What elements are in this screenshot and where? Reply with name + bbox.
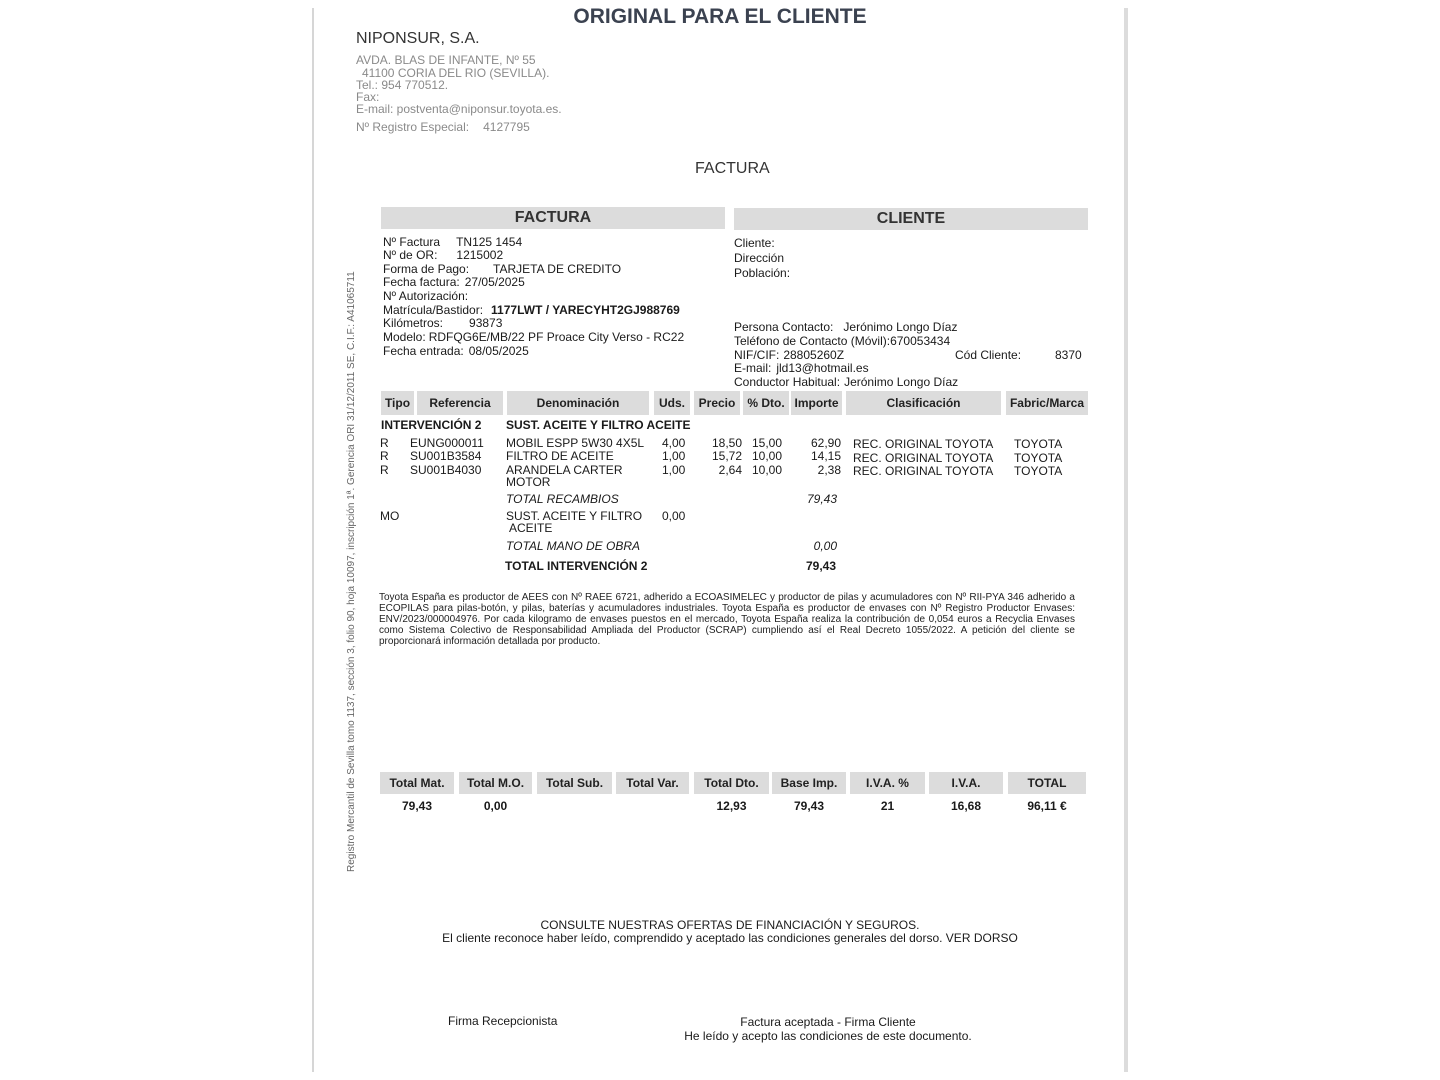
col-importe: Importe: [791, 391, 842, 415]
cliente-band: CLIENTE: [734, 208, 1088, 230]
persona-contacto: [734, 321, 957, 335]
row-precio: 18,50: [711, 436, 742, 450]
total-recambios-label: TOTAL RECAMBIOS: [506, 492, 619, 506]
cod-cliente-label: Cód Cliente:: [955, 348, 1022, 362]
row-tipo: R: [380, 436, 389, 450]
or-value: 1215002: [456, 248, 504, 262]
totals-header-iva-pct: I.V.A. %: [850, 772, 925, 794]
totals-header-var: Total Var.: [616, 772, 689, 794]
totals-value-base: 79,43: [793, 799, 825, 813]
email-value: jld13@hotmail.es: [776, 361, 869, 375]
row-dto: 15,00: [751, 436, 782, 450]
or-label: Nº de OR:: [383, 248, 438, 262]
footer-condiciones: El cliente reconoce haber leído, comprendido y aceptado las condiciones generales del dorso. VER DORSO: [442, 931, 1018, 945]
modelo: [383, 331, 684, 345]
totals-header-mo: Total M.O.: [459, 772, 532, 794]
row-dto: 10,00: [751, 463, 782, 477]
row-denominacion: ARANDELA CARTER: [506, 463, 623, 477]
col-uds: Uds.: [654, 391, 690, 415]
firma-recepcionista: Firma Recepcionista: [448, 1014, 558, 1028]
direccion-label: Dirección: [734, 251, 785, 265]
col-dto: % Dto.: [743, 391, 789, 415]
factura-band: FACTURA: [381, 207, 725, 229]
row-referencia: SU001B3584: [410, 449, 482, 463]
factura-number-value: TN125 1454: [456, 235, 523, 249]
page-edge-left: [312, 8, 314, 1072]
row-fabric: TOYOTA: [1014, 437, 1063, 451]
kilometros: [383, 317, 502, 331]
col-denominacion: Denominación: [507, 391, 649, 415]
client-email: [734, 362, 869, 376]
row-dto: 10,00: [751, 449, 782, 463]
document-title: ORIGINAL PARA EL CLIENTE: [573, 5, 867, 28]
col-referencia: Referencia: [417, 391, 503, 415]
cod-cliente-value: 8370: [1055, 348, 1082, 362]
col-precio: Precio: [694, 391, 740, 415]
intervencion-desc: SUST. ACEITE Y FILTRO ACEITE: [506, 418, 691, 432]
contacto-value: Jerónimo Longo Díaz: [843, 320, 958, 334]
telefono-value: 670053434: [890, 334, 951, 348]
totals-value-total: 96,11 €: [1027, 799, 1067, 813]
conductor-value: Jerónimo Longo Díaz: [844, 375, 959, 389]
email-label: E-mail:: [734, 361, 772, 375]
company-address-line: AVDA. BLAS DE INFANTE, Nº 55: [356, 53, 536, 67]
modelo-value: RDFQG6E/MB/22 PF Proace City Verso - RC22: [428, 330, 685, 344]
row-denominacion: MOBIL ESPP 5W30 4X5L: [506, 436, 645, 450]
row-denominacion: FILTRO DE ACEITE: [506, 449, 614, 463]
telefono-contacto: [734, 335, 950, 349]
legal-notice: Toyota España es productor de AEES con Nº RAEE 6721, adherido a ECOASIMELEC y productor de pilas y acumuladores con Nº RII-PYA 346 adherido a ECOPILAS para pilas-botón, y pilas, baterías y acumuladores industriales. Toyota España es productor de envases con Nº Registro Productor Envases: ENV/2023/000004976. Por cada kilogramo de envases puestos en el mercado, Toyota España realiza la contribución de 0,054 euros a Recyclia Envases como Sistema Colectivo de Responsabilidad Ampliada del Productor (SCRAP) cumpliendo así el Real Decreto 1055/2022. A petición del cliente se proporcionará información detallada por producto.: [379, 592, 1075, 647]
registro-especial: [356, 120, 530, 134]
km-label: Kilómetros:: [383, 316, 444, 330]
registro-label: Nº Registro Especial:: [356, 120, 470, 134]
fecha-value: 27/05/2025: [464, 275, 525, 289]
km-value: 93873: [469, 316, 503, 330]
company-address-line: 41100 CORIA DEL RIO (SEVILLA).: [362, 66, 550, 80]
telefono-label: Teléfono de Contacto (Móvil):: [734, 334, 891, 348]
factura-heading: FACTURA: [695, 160, 770, 177]
row-precio: 2,64: [718, 463, 742, 477]
conductor-habitual: [734, 376, 958, 390]
company-phone: Tel.: 954 770512.: [356, 78, 449, 92]
pago-value: TARJETA DE CREDITO: [493, 262, 622, 276]
row-uds: 1,00: [662, 463, 686, 477]
page-edge-right: [1124, 8, 1128, 1072]
col-fabric-marca: Fabric/Marca: [1006, 391, 1088, 415]
row-uds: 4,00: [662, 436, 686, 450]
side-registry-text: Registro Mercantil de Sevilla tomo 1137, sección 3, folio 90, hoja 10097, inscripción 1ª. Gerencia ORI 31/12/2011 SE, C.I.F.: A41065711: [346, 271, 357, 872]
totals-header-total: TOTAL: [1008, 772, 1086, 794]
poblacion-label: Población:: [734, 266, 791, 280]
row-clasificacion: REC. ORIGINAL TOYOTA: [853, 451, 994, 465]
nif-value: 28805260Z: [783, 348, 845, 362]
autorizacion-label: Nº Autorización:: [383, 289, 469, 303]
total-recambios-value: 79,43: [806, 492, 837, 506]
entrada-value: 08/05/2025: [468, 344, 529, 358]
firma-cliente-acepto: He leído y acepto las condiciones de este documento.: [684, 1029, 972, 1043]
row-clasificacion: REC. ORIGINAL TOYOTA: [853, 464, 994, 478]
row-importe: 2,38: [817, 463, 841, 477]
entrada-label: Fecha entrada:: [383, 344, 464, 358]
total-intervencion-value: 79,43: [805, 559, 836, 573]
mo-denominacion: SUST. ACEITE Y FILTRO: [506, 509, 643, 523]
row-uds: 1,00: [662, 449, 686, 463]
row-fabric: TOYOTA: [1014, 464, 1063, 478]
totals-header-iva: I.V.A.: [929, 772, 1003, 794]
conductor-label: Conductor Habitual:: [734, 375, 841, 389]
row-clasificacion: REC. ORIGINAL TOYOTA: [853, 437, 994, 451]
total-intervencion-label: TOTAL INTERVENCIÓN 2: [505, 559, 648, 573]
mo-uds: 0,00: [662, 509, 686, 523]
totals-value-iva: 16,68: [950, 799, 982, 813]
registro-value: 4127795: [483, 120, 530, 134]
company-email: E-mail: postventa@niponsur.toyota.es.: [356, 102, 562, 116]
contacto-label: Persona Contacto:: [734, 320, 834, 334]
row-precio: 15,72: [711, 449, 742, 463]
totals-header-mat: Total Mat.: [380, 772, 454, 794]
totals-header-dto: Total Dto.: [694, 772, 769, 794]
company-name: NIPONSUR, S.A.: [356, 30, 480, 47]
intervencion-label: INTERVENCIÓN 2: [381, 418, 482, 432]
footer-financiacion: CONSULTE NUESTRAS OFERTAS DE FINANCIACIÓN Y SEGUROS.: [540, 918, 920, 932]
fecha-entrada: [383, 345, 529, 359]
row-referencia: EUNG000011: [410, 436, 484, 450]
mo-tipo: MO: [380, 509, 400, 523]
row-importe: 62,90: [810, 436, 841, 450]
firma-cliente: Factura aceptada - Firma Cliente: [740, 1015, 916, 1029]
mo-denominacion-cont: ACEITE: [509, 521, 553, 535]
factura-number-label: Nº Factura: [383, 235, 441, 249]
modelo-label: Modelo:: [383, 330, 426, 344]
row-tipo: R: [380, 449, 389, 463]
fecha-factura: [383, 276, 525, 290]
or-number: [383, 249, 503, 263]
row-fabric: TOYOTA: [1014, 451, 1063, 465]
company-fax: Fax:: [356, 90, 380, 104]
cliente-label: Cliente:: [734, 236, 775, 250]
row-referencia: SU001B4030: [410, 463, 482, 477]
row-importe: 14,15: [810, 449, 841, 463]
totals-header-sub: Total Sub.: [537, 772, 612, 794]
totals-header-base: Base Imp.: [772, 772, 846, 794]
matricula-label: Matrícula/Bastidor:: [383, 303, 484, 317]
total-mo-label: TOTAL MANO DE OBRA: [506, 539, 641, 553]
totals-value-mo: 0,00: [483, 799, 508, 813]
totals-value-dto: 12,93: [716, 799, 747, 813]
total-mo-value: 0,00: [813, 539, 837, 553]
col-tipo: Tipo: [381, 391, 414, 415]
pago-label: Forma de Pago:: [383, 262, 470, 276]
totals-value-iva-pct: 21: [880, 799, 895, 813]
totals-value-mat: 79,43: [401, 799, 433, 813]
col-clasificacion: Clasificación: [846, 391, 1001, 415]
row-tipo: R: [380, 463, 389, 477]
row-denominacion-cont: MOTOR: [506, 475, 551, 489]
matricula-value: 1177LWT / YARECYHT2GJ988769: [491, 303, 680, 317]
fecha-label: Fecha factura:: [383, 275, 460, 289]
nif-label: NIF/CIF:: [734, 348, 780, 362]
